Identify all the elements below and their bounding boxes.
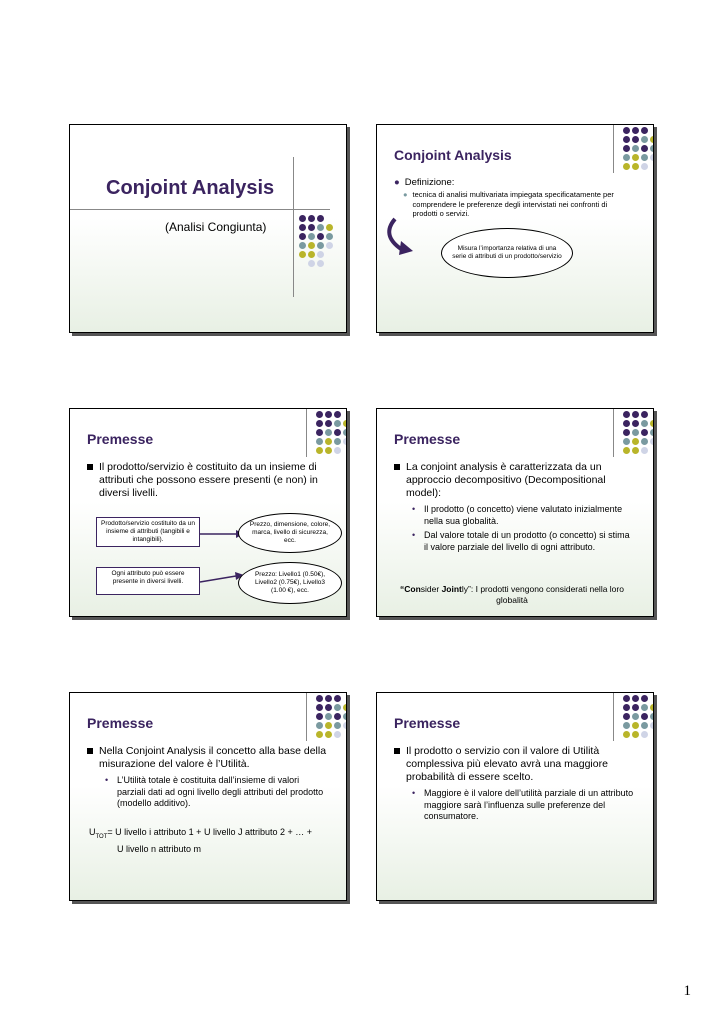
levels-ellipse: Prezzo: Livello1 (0.50€), Livello2 (0.75€), Livello3 (1.00 €), ecc. <box>238 562 342 604</box>
slide-4 <box>376 408 654 617</box>
circle-bullet-icon: ● <box>394 177 400 188</box>
slide-divider-vertical <box>293 157 294 297</box>
consider-jointly-quote: “Consider Jointly”: I prodotti vengono considerati nella loro globalità <box>400 584 624 605</box>
bullet-item: Il prodotto o servizio con il valore di Utilità complessiva più elevato avrà una maggiore probabilità di essere scelto. <box>394 745 634 784</box>
slide-1-subtitle: (Analisi Congiunta) <box>165 220 267 234</box>
slide-6 <box>376 692 654 901</box>
square-bullet-icon <box>394 464 400 470</box>
square-bullet-icon <box>394 748 400 754</box>
sub-bullet-item: • Dal valore totale di un prodotto (o concetto) si stima il valore parziale del livello di ogni attributo. <box>412 530 630 552</box>
page-number: 1 <box>683 983 691 999</box>
bullet-item: Il prodotto/servizio è costituito da un insieme di attributi che possono essere presenti (e non) in diversi livelli. <box>87 461 327 500</box>
slide-3-body <box>87 461 327 504</box>
decorative-dots <box>316 695 347 738</box>
attribute-box: Ogni attributo può essere presente in diversi livelli. <box>96 567 200 595</box>
slide-5-title: Premesse <box>87 715 154 731</box>
definition-sub: ● tecnica di analisi multivariata impiegata specificatamente per comprendere le preferenze degli intervistati nei confronti di prodotti o servizi. <box>403 190 614 218</box>
sub-bullet-item: • Maggiore è il valore dell’utilità parziale di un attributo maggiore sarà l’influenza sulle preferenze del consumatore. <box>412 788 634 821</box>
bullet-item: La conjoint analysis è caratterizzata da un approccio decompositivo (Decompositional model): <box>394 461 634 500</box>
slide-divider-vertical <box>613 125 614 173</box>
sub-bullet-item: • L’Utilità totale è costituita dall’insieme di valori parziali dati ad ogni livello degli attributi del prodotto (modello additivo). <box>105 775 324 808</box>
slide-6-title: Premesse <box>394 715 461 731</box>
slide-5-body <box>87 745 327 813</box>
definition-bullet: ● Definizione: <box>394 177 455 188</box>
slide-3-title: Premesse <box>87 431 154 447</box>
slide-divider-horizontal <box>70 209 330 210</box>
decorative-dots <box>623 411 654 454</box>
utility-formula: $U_{TOT}= U$ livello i attributo 1 + U livello J attributo 2 + … + U livello n attributo m <box>89 827 312 854</box>
sub-bullet-item: • Il prodotto (o concetto) viene valutato inizialmente nella sua globalità. <box>412 504 623 526</box>
slide-4-body <box>394 461 634 556</box>
slide-1 <box>69 124 347 333</box>
slide-3 <box>69 408 347 617</box>
decorative-dots <box>299 215 333 267</box>
slide-divider-vertical <box>613 693 614 741</box>
slide-6-body <box>394 745 634 826</box>
slide-1-title: Conjoint Analysis <box>106 177 275 199</box>
bullet-item: Nella Conjoint Analysis il concetto alla base della misurazione del valore è l’Utilità. <box>87 745 327 771</box>
decorative-dots <box>623 695 654 738</box>
square-bullet-icon <box>87 464 93 470</box>
slide-4-title: Premesse <box>394 431 461 447</box>
slide-2-title: Conjoint Analysis <box>394 147 512 163</box>
circle-bullet-icon: ● <box>403 190 408 199</box>
slide-divider-vertical <box>306 693 307 741</box>
curved-arrow-icon <box>379 215 419 255</box>
slide-5 <box>69 692 347 901</box>
product-box: Prodotto/servizio costituito da un insieme di attributi (tangibili e intangibili). <box>96 517 200 547</box>
decorative-dots <box>316 411 347 454</box>
slide-2 <box>376 124 654 333</box>
callout-ellipse: Misura l’importanza relativa di una serie di attributi di un prodotto/servizio <box>441 228 573 278</box>
attributes-ellipse: Prezzo, dimensione, colore, marca, livello di sicurezza, ecc. <box>238 513 342 553</box>
square-bullet-icon <box>87 748 93 754</box>
decorative-dots <box>623 127 654 170</box>
slide-divider-vertical <box>306 409 307 457</box>
slide-divider-vertical <box>613 409 614 457</box>
